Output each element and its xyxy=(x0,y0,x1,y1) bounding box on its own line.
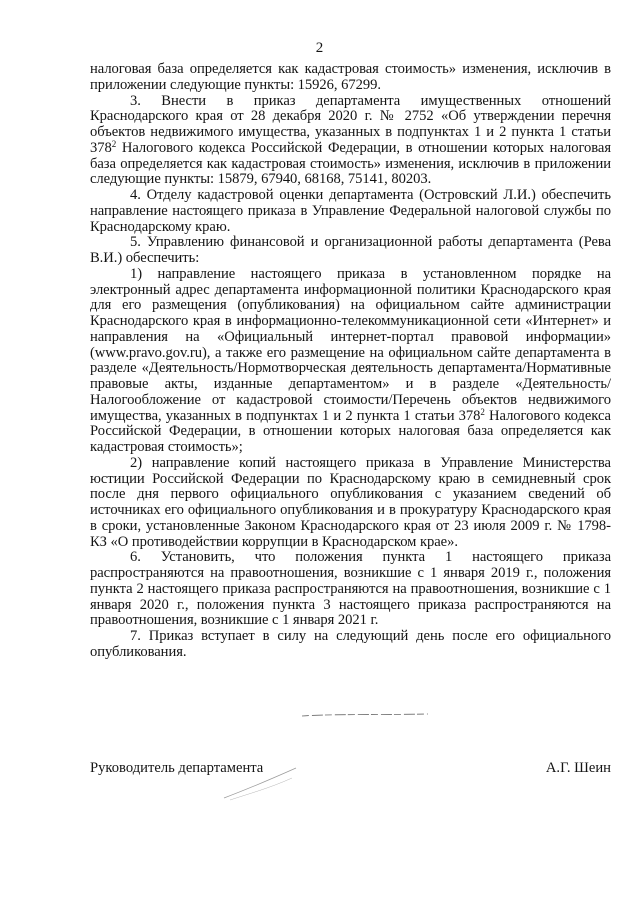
paragraph-3-superscript: 2 xyxy=(111,138,117,149)
document-body xyxy=(90,62,611,661)
handwritten-signature xyxy=(220,764,300,804)
paragraph-4: 4. Отделу кадастровой оценки департамента (Островский Л.И.) обеспечить направление настоящего приказа в Управление Федеральной налоговой службы по Краснодарскому краю. xyxy=(90,187,611,235)
paragraph-6: 6. Установить, что положения пункта 1 настоящего приказа распространяются на правоотношения, возникшие с 1 января 2019 г., положения пункта 2 настоящего приказа распространяются на правоотношения, возникшие с 1 января 2020 г., положения пункта 3 настоящего приказа распространяются на правоотношения, возникшие с 1 января 2021 г. xyxy=(90,549,611,629)
paragraph-5-1 xyxy=(90,267,611,456)
paragraph-5-1-text-b: Налогового кодекса Российской Федерации, в отношении которых налоговая база определяется как кадастровая стоимость»; xyxy=(90,407,611,455)
paragraph-5-2: 2) направление копий настоящего приказа в Управление Министерства юстиции Российской Федерации по Краснодарскому краю в семидневный срок после дня первого официального опубликования с указанием сведений об источниках его официального опубликования и в прокуратуру Краснодарского края в сроки, установленные Законом Краснодарского края от 23 июля 2009 г. № 1798-КЗ «О противодействии коррупции в Краснодарском крае». xyxy=(90,454,611,550)
paragraph-3-text-b: Налогового кодекса Российской Федерации, в отношении которых налоговая база определяется как кадастровая стоимость» изменения, исключив в приложении следующие пункты: 15879, 67940, 68168, 75141, 80203. xyxy=(90,139,611,188)
paragraph-3 xyxy=(90,94,611,189)
paragraph-5-1-superscript: 2 xyxy=(480,406,485,417)
paragraph-continuation: налоговая база определяется как кадастровая стоимость» изменения, исключив в приложении следующие пункты: 15926, 67299. xyxy=(90,61,611,93)
handwritten-underline-mark xyxy=(300,711,430,719)
paragraph-7: 7. Приказ вступает в силу на следующий день после его официального опубликования. xyxy=(90,628,611,660)
paragraph-3-text-a: 3. Внести в приказ департамента имущественных отношений Краснодарского края от 28 декабря 2020 г. № 2752 «Об утверждении перечня объектов недвижимого имущества, указанных в подпунктах 1 и 2 пункта 1 статьи 378 xyxy=(90,92,611,156)
paragraph-5-1-text-a: 1) направление настоящего приказа в установленном порядке на электронный адрес департамента информационной политики Краснодарского края для его размещения (опубликования) на официальном сайте администрации Краснодарского края в информационно-телекоммуникационной сети «Интернет» и направления на «Официальный интернет-портал правовой информации» (www.pravo.gov.ru), а также его размещение на официальном сайте департамента в разделе «Деятельность/Нормотворческая деятельность департамента/Нормативные правовые акты, изданные департаментом» и в разделе «Деятельность/Налогообложение от кадастровой стоимости/Перечень объектов недвижимого имущества, указанных в подпунктах 1 и 2 пункта 1 статьи 378 xyxy=(90,265,611,424)
signatory-position: Руководитель департамента xyxy=(90,760,264,776)
paragraph-5: 5. Управлению финансовой и организационной работы департамента (Рева В.И.) обеспечить: xyxy=(90,234,611,266)
signatory-name: А.Г. Шеин xyxy=(545,760,611,776)
page-number: 2 xyxy=(315,40,324,56)
